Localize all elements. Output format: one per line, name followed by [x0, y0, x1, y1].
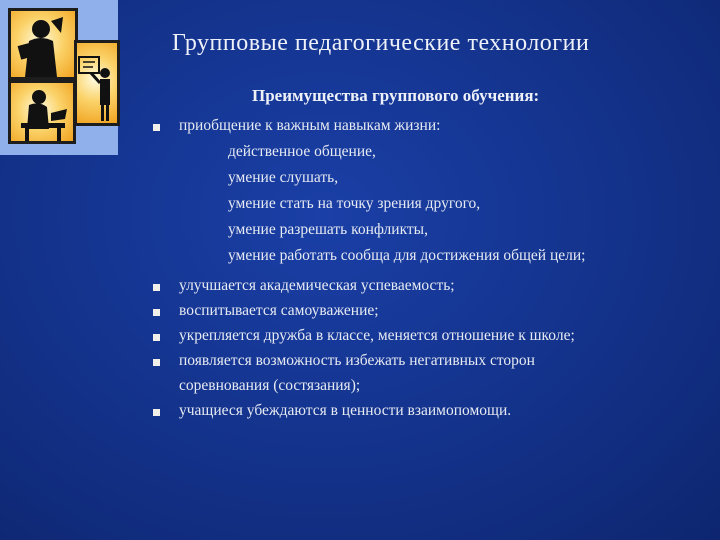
- bullet-marker: [153, 409, 160, 416]
- bullet-marker: [153, 359, 160, 366]
- bullet-marker: [153, 284, 160, 291]
- list-item-continuation: соревнования (состязания);: [179, 377, 361, 394]
- sub-list-item: умение работать сообща для достижения общей цели;: [228, 247, 586, 264]
- bullet-marker: [153, 334, 160, 341]
- bullet-marker: [153, 309, 160, 316]
- sub-list-item: умение стать на точку зрения другого,: [228, 195, 481, 212]
- list-item: укрепляется дружба в классе, меняется отношение к школе;: [179, 327, 575, 344]
- list-item: появляется возможность избежать негативных сторон: [179, 352, 535, 369]
- list-item: учащиеся убеждаются в ценности взаимопомощи.: [179, 402, 512, 419]
- slide-subtitle: Преимущества группового обучения:: [252, 86, 540, 105]
- sub-list-item: умение слушать,: [228, 169, 339, 186]
- sub-list-item: действенное общение,: [228, 143, 376, 160]
- list-item: воспитывается самоуважение;: [179, 302, 379, 319]
- sub-list-item: умение разрешать конфликты,: [228, 221, 428, 238]
- bullet-marker: [153, 124, 160, 131]
- list-item: улучшается академическая успеваемость;: [179, 277, 455, 294]
- list-item: приобщение к важным навыкам жизни:: [179, 117, 441, 134]
- slide-title: Групповые педагогические технологии: [172, 30, 590, 56]
